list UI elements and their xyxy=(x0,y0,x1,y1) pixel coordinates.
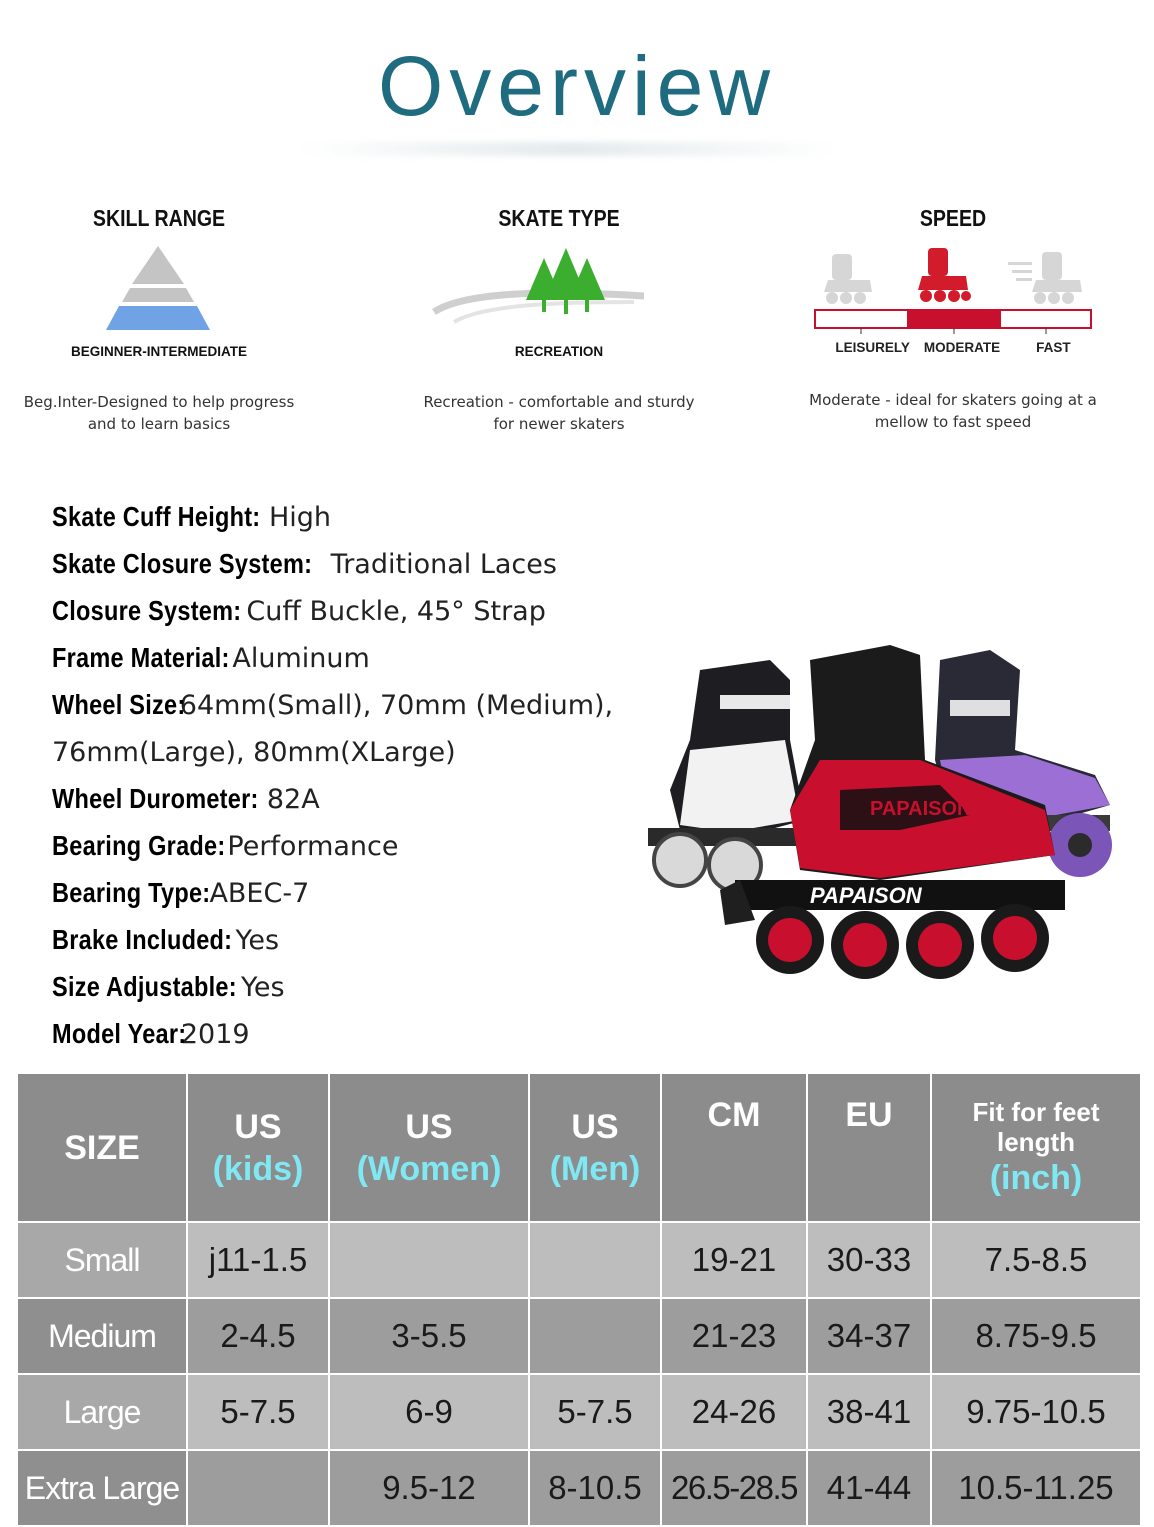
header-sublabel: (Women) xyxy=(356,1149,502,1188)
spec-row xyxy=(52,823,652,870)
spec-list xyxy=(52,494,652,1058)
spec-row xyxy=(52,635,652,682)
feature-skate-type xyxy=(394,200,724,435)
spec-row xyxy=(52,588,652,635)
title-reflection xyxy=(300,142,840,156)
brand-text-small: PAPAISON xyxy=(870,798,972,820)
feature-heading: SPEED xyxy=(919,205,987,231)
feature-description: Beg.Inter-Designed to help progress and to learn basics xyxy=(23,393,295,433)
table-cell: 21-23 xyxy=(661,1298,807,1374)
spec-value: Yes xyxy=(235,925,280,956)
header-label: CM xyxy=(707,1096,761,1134)
spec-value: Cuff Buckle, 45° Strap xyxy=(246,596,546,627)
table-row xyxy=(17,1222,1141,1298)
table-cell: 5-7.5 xyxy=(529,1374,661,1450)
header-sublabel: (Men) xyxy=(549,1149,641,1188)
row-size-label: Extra Large xyxy=(17,1450,187,1526)
table-cell: 2-4.5 xyxy=(187,1298,329,1374)
page-title: Overview xyxy=(377,39,777,133)
spec-value: 64mm(Small), 70mm (Medium), 76mm(Large), 80mm(XLarge) xyxy=(52,690,614,768)
header-label: US xyxy=(234,1107,282,1146)
table-cell xyxy=(329,1222,529,1298)
feature-skill-range xyxy=(0,200,324,435)
spec-row xyxy=(52,682,652,776)
spec-value: ABEC-7 xyxy=(209,878,310,909)
speed-label-leisurely: LEISURELY xyxy=(835,340,910,355)
header-us-women xyxy=(329,1073,529,1222)
header-cm xyxy=(661,1073,807,1222)
table-cell xyxy=(529,1298,661,1374)
spec-key: Size Adjustable: xyxy=(52,971,237,1002)
header-us-kids xyxy=(187,1073,329,1222)
row-size-label: Large xyxy=(17,1374,187,1450)
header-sublabel: (inch) xyxy=(989,1158,1083,1197)
table-cell: 34-37 xyxy=(807,1298,931,1374)
header-sublabel: (kids) xyxy=(212,1149,304,1188)
table-row xyxy=(17,1374,1141,1450)
table-cell: j11-1.5 xyxy=(187,1222,329,1298)
table-cell: 9.75-10.5 xyxy=(931,1374,1141,1450)
spec-value: 2019 xyxy=(180,1019,250,1050)
product-image xyxy=(640,640,1130,990)
spec-key: Wheel Size: xyxy=(52,689,186,720)
spec-value: Yes xyxy=(240,972,285,1003)
table-header-row xyxy=(17,1073,1141,1222)
speed-label-moderate: MODERATE xyxy=(923,340,1001,355)
header-us-men xyxy=(529,1073,661,1222)
table-cell: 24-26 xyxy=(661,1374,807,1450)
spec-key: Model Year: xyxy=(52,1018,187,1049)
spec-row xyxy=(52,776,652,823)
spec-key: Bearing Type: xyxy=(52,877,211,908)
header-label: Fit for feet length xyxy=(972,1096,1100,1157)
header-label: EU xyxy=(845,1096,893,1134)
table-cell: 19-21 xyxy=(661,1222,807,1298)
feature-label: RECREATION xyxy=(514,344,604,359)
table-cell: 26.5-28.5 xyxy=(661,1450,807,1526)
spec-value: 82A xyxy=(266,784,320,815)
header-fit-feet-length xyxy=(931,1073,1141,1222)
table-cell: 9.5-12 xyxy=(329,1450,529,1526)
header-label: US xyxy=(405,1107,453,1146)
spec-key: Bearing Grade: xyxy=(52,830,226,861)
feature-heading: SKILL RANGE xyxy=(92,205,226,231)
table-cell xyxy=(529,1222,661,1298)
table-cell: 3-5.5 xyxy=(329,1298,529,1374)
spec-key: Skate Closure System: xyxy=(52,548,313,579)
table-cell xyxy=(187,1450,329,1526)
table-cell: 30-33 xyxy=(807,1222,931,1298)
pyramid-icon xyxy=(0,240,324,336)
trees-path-icon xyxy=(394,240,724,336)
speed-label-fast: FAST xyxy=(1036,340,1071,355)
table-row xyxy=(17,1298,1141,1374)
spec-row xyxy=(52,870,652,917)
spec-row xyxy=(52,541,652,588)
header-label: US xyxy=(571,1107,619,1146)
table-cell: 5-7.5 xyxy=(187,1374,329,1450)
spec-value: Aluminum xyxy=(232,643,370,674)
row-size-label: Small xyxy=(17,1222,187,1298)
header-size xyxy=(17,1073,187,1222)
spec-key: Wheel Durometer: xyxy=(52,783,259,814)
speed-scale-labels xyxy=(788,340,1118,355)
spec-value: Traditional Laces xyxy=(330,549,557,580)
table-cell: 7.5-8.5 xyxy=(931,1222,1141,1298)
size-chart-table xyxy=(16,1072,1142,1527)
table-row xyxy=(17,1450,1141,1526)
spec-row xyxy=(52,917,652,964)
spec-value: High xyxy=(268,502,332,533)
feature-label: BEGINNER-INTERMEDIATE xyxy=(70,344,247,359)
spec-key: Closure System: xyxy=(52,595,242,626)
spec-key: Brake Included: xyxy=(52,924,233,955)
white-skate xyxy=(648,660,818,891)
table-cell: 8-10.5 xyxy=(529,1450,661,1526)
spec-value: Performance xyxy=(227,831,399,862)
spec-row xyxy=(52,1011,652,1058)
spec-key: Frame Material: xyxy=(52,642,230,673)
skate-speed-icon xyxy=(788,240,1118,336)
brand-text-frame: PAPAISON xyxy=(810,883,922,908)
row-size-label: Medium xyxy=(17,1298,187,1374)
feature-heading: SKATE TYPE xyxy=(498,205,620,231)
spec-row xyxy=(52,964,652,1011)
feature-description: Moderate - ideal for skaters going at a mellow to fast speed xyxy=(809,391,1097,431)
feature-speed xyxy=(788,200,1118,433)
table-cell: 10.5-11.25 xyxy=(931,1450,1141,1526)
header-label: SIZE xyxy=(64,1128,140,1167)
table-cell: 38-41 xyxy=(807,1374,931,1450)
spec-key: Skate Cuff Height: xyxy=(52,501,261,532)
spec-row xyxy=(52,494,652,541)
feature-description: Recreation - comfortable and sturdy for newer skaters xyxy=(423,393,695,433)
header-eu xyxy=(807,1073,931,1222)
table-cell: 41-44 xyxy=(807,1450,931,1526)
table-cell: 8.75-9.5 xyxy=(931,1298,1141,1374)
table-cell: 6-9 xyxy=(329,1374,529,1450)
